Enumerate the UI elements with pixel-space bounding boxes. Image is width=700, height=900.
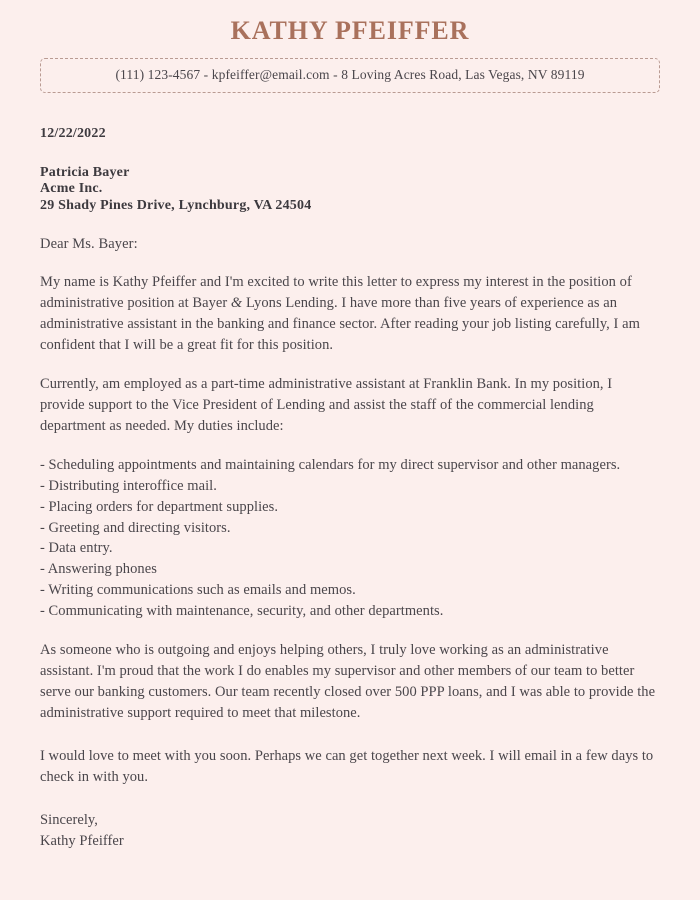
recipient-company: Acme Inc. (40, 181, 103, 197)
paragraph-1-text-after-ampersand: Lyons Lending. I have more than five years of experience as an administrative assistant in the banking and finance sector. After reading your job listing carefully, I am confident that I will be a great fit for this position. (40, 295, 640, 353)
contact-info-box (40, 58, 660, 93)
list-item: - Data entry. (40, 540, 113, 557)
body-paragraph-2: Currently, am employed as a part-time administrative assistant at Franklin Bank. In my position, I provide support to the Vice President of Lending and assist the staff of the commercial lending department as needed. My duties include: (40, 376, 613, 434)
letterhead (0, 0, 700, 93)
signature-name: Kathy Pfeiffer (40, 832, 124, 849)
duties-list (40, 455, 660, 621)
letter-date: 12/22/2022 (40, 125, 106, 141)
recipient-name: Patricia Bayer (40, 164, 130, 180)
ampersand-glyph: & (230, 295, 243, 312)
body-paragraph-4: I would love to meet with you soon. Perhaps we can get together next week. I will email in a few days to check in with you. (40, 748, 654, 786)
list-item: - Greeting and directing visitors. (40, 519, 231, 536)
recipient-block (40, 165, 660, 215)
salutation: Dear Ms. Bayer: (40, 236, 138, 253)
letter-body (0, 126, 700, 852)
list-item: - Distributing interoffice mail. (40, 478, 217, 495)
body-paragraph-1 (40, 272, 660, 355)
body-paragraph-3: As someone who is outgoing and enjoys helping others, I truly love working as an administrative assistant. I'm proud that the work I do enables my supervisor and other members of our team to better serve our banking customers. Our team recently closed over 500 PPP loans, and I was able to provide the administrative support required to meet that milestone. (40, 642, 656, 721)
paragraph-1-text-before-ampersand: My name is Kathy Pfeiffer and I'm excited to write this letter to express my interest in the position of administrative position at Bayer (40, 274, 632, 312)
list-item: - Writing communications such as emails and memos. (40, 581, 356, 598)
list-item: - Communicating with maintenance, security, and other departments. (40, 602, 444, 619)
contact-line: (111) 123-4567 - kpfeiffer@email.com - 8 Loving Acres Road, Las Vegas, NV 89119 (115, 66, 585, 82)
list-item: - Answering phones (40, 561, 157, 578)
page-title: KATHY PFEIFFER (230, 16, 470, 45)
recipient-address: 29 Shady Pines Drive, Lynchburg, VA 24504 (40, 197, 312, 213)
signature-block (40, 810, 660, 852)
list-item: - Placing orders for department supplies. (40, 498, 279, 515)
closing-word: Sincerely, (40, 811, 98, 828)
list-item: - Scheduling appointments and maintaining calendars for my direct supervisor and other managers. (40, 457, 621, 474)
